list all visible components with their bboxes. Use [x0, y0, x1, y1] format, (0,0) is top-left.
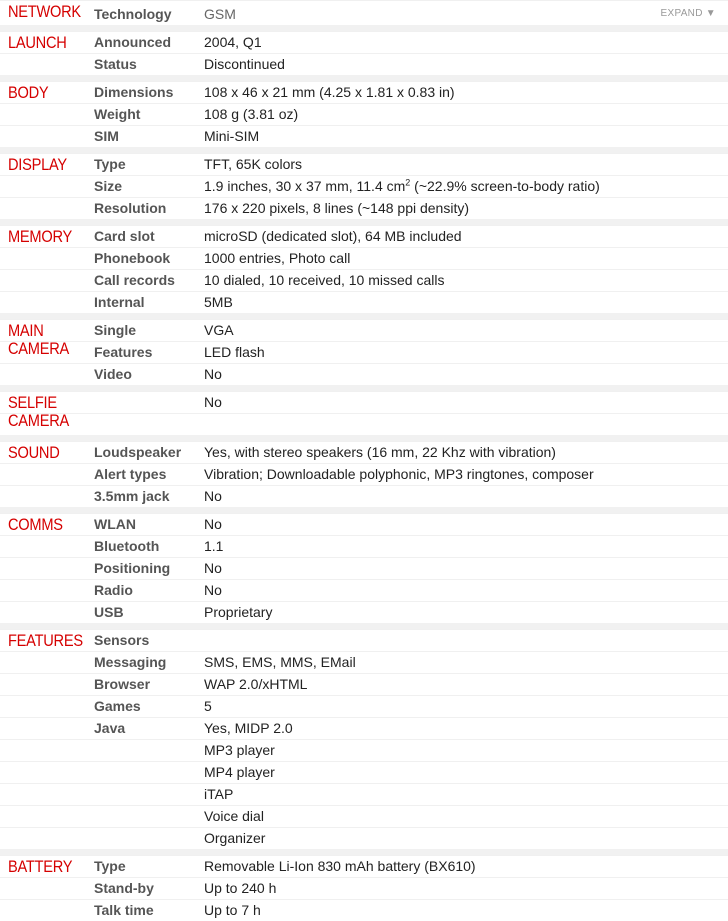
spec-label: Radio	[94, 582, 133, 598]
spec-value: Proprietary	[204, 604, 273, 620]
spec-row	[0, 291, 728, 313]
spec-row	[0, 899, 728, 921]
spec-row	[0, 855, 728, 877]
spec-row	[0, 535, 728, 557]
spec-label: Alert types	[94, 466, 167, 482]
spec-value: Yes, MIDP 2.0	[204, 720, 293, 736]
spec-row	[0, 363, 728, 385]
spec-value: Mini-SIM	[204, 128, 260, 144]
spec-value-superscript: 2	[405, 177, 411, 188]
spec-label: Features	[94, 344, 153, 360]
section-launch	[0, 25, 728, 75]
spec-row	[0, 761, 728, 783]
spec-row	[0, 81, 728, 103]
spec-label: Sensors	[94, 632, 150, 648]
section-title: NETWORK	[8, 2, 81, 21]
spec-row	[0, 877, 728, 899]
spec-label: Stand-by	[94, 880, 154, 896]
spec-row	[0, 103, 728, 125]
spec-value: MP4 player	[204, 764, 275, 780]
spec-label: Loudspeaker	[94, 444, 182, 460]
spec-value: 1.1	[204, 538, 224, 554]
spec-value: Up to 7 h	[204, 902, 261, 918]
section-title: MAIN CAMERA	[8, 321, 70, 358]
spec-label: Browser	[94, 676, 151, 692]
spec-value: 1000 entries, Photo call	[204, 250, 351, 266]
spec-row	[0, 269, 728, 291]
spec-row	[0, 463, 728, 485]
spec-value: 108 g (3.81 oz)	[204, 106, 299, 122]
section-title: COMMS	[8, 515, 63, 534]
spec-label: Bluetooth	[94, 538, 160, 554]
spec-row	[0, 717, 728, 739]
spec-value: iTAP	[204, 786, 234, 802]
spec-row	[0, 53, 728, 75]
spec-label: 3.5mm jack	[94, 488, 170, 504]
spec-value: 2004, Q1	[204, 34, 262, 50]
spec-value: No	[204, 582, 222, 598]
spec-label: Technology	[94, 6, 172, 22]
spec-row	[0, 651, 728, 673]
section-title: BODY	[8, 83, 49, 102]
spec-row	[0, 175, 728, 197]
spec-value: No	[204, 516, 222, 532]
spec-row	[0, 413, 728, 435]
section-title: FEATURES	[8, 631, 83, 650]
section-memory	[0, 219, 728, 313]
spec-label: Video	[94, 366, 132, 382]
spec-value: VGA	[204, 322, 234, 338]
section-selfie-camera	[0, 385, 728, 435]
spec-value: Vibration; Downloadable polyphonic, MP3 ringtones, composer	[204, 466, 594, 482]
spec-label: Internal	[94, 294, 145, 310]
spec-value: No	[204, 394, 222, 410]
spec-label: USB	[94, 604, 124, 620]
spec-row	[0, 579, 728, 601]
section-body	[0, 75, 728, 147]
spec-value: 5	[204, 698, 212, 714]
spec-row	[0, 601, 728, 623]
spec-label: Announced	[94, 34, 171, 50]
spec-value: 10 dialed, 10 received, 10 missed calls	[204, 272, 445, 288]
spec-value: Yes, with stereo speakers (16 mm, 22 Khz with vibration)	[204, 444, 556, 460]
spec-row	[0, 391, 728, 413]
spec-label: Single	[94, 322, 137, 338]
section-title: SOUND	[8, 443, 60, 462]
spec-value: Discontinued	[204, 56, 285, 72]
spec-value-suffix: (~22.9% screen-to-body ratio)	[410, 178, 600, 194]
spec-row	[0, 827, 728, 849]
spec-row	[0, 225, 728, 247]
spec-row	[0, 557, 728, 579]
spec-row	[0, 739, 728, 761]
spec-value: 5MB	[204, 294, 233, 310]
spec-value: No	[204, 366, 222, 382]
spec-label: Call records	[94, 272, 175, 288]
spec-value: 108 x 46 x 21 mm (4.25 x 1.81 x 0.83 in)	[204, 84, 455, 100]
spec-label: Messaging	[94, 654, 167, 670]
spec-row	[0, 341, 728, 363]
spec-value: WAP 2.0/xHTML	[204, 676, 308, 692]
spec-row	[0, 31, 728, 53]
spec-label: Resolution	[94, 200, 167, 216]
spec-label: Games	[94, 698, 141, 714]
section-comms	[0, 507, 728, 623]
spec-label: Size	[94, 178, 123, 194]
spec-label: SIM	[94, 128, 119, 144]
spec-label: Positioning	[94, 560, 171, 576]
spec-value-main: 1.9 inches, 30 x 37 mm, 11.4 cm	[204, 178, 406, 194]
spec-value: GSM	[204, 6, 236, 22]
spec-value: LED flash	[204, 344, 265, 360]
spec-value: No	[204, 560, 222, 576]
spec-row	[0, 629, 728, 651]
section-title: LAUNCH	[8, 33, 67, 52]
spec-row	[0, 125, 728, 147]
spec-label: Status	[94, 56, 137, 72]
spec-label: Type	[94, 156, 126, 172]
spec-value	[204, 178, 600, 194]
spec-label: Talk time	[94, 902, 154, 918]
spec-label: Type	[94, 858, 126, 874]
spec-row	[0, 197, 728, 219]
spec-value: MP3 player	[204, 742, 275, 758]
spec-row	[0, 441, 728, 463]
spec-value: Voice dial	[204, 808, 264, 824]
spec-value: microSD (dedicated slot), 64 MB included	[204, 228, 462, 244]
spec-row	[0, 247, 728, 269]
section-title: DISPLAY	[8, 155, 67, 174]
spec-value: Organizer	[204, 830, 266, 846]
spec-row	[0, 485, 728, 507]
spec-value: 176 x 220 pixels, 8 lines (~148 ppi density)	[204, 200, 469, 216]
section-title: SELFIE CAMERA	[8, 393, 70, 430]
section-title: BATTERY	[8, 857, 73, 876]
section-title: MEMORY	[8, 227, 72, 246]
spec-row	[0, 673, 728, 695]
spec-label: Phonebook	[94, 250, 171, 266]
spec-label: Card slot	[94, 228, 155, 244]
spec-row	[0, 695, 728, 717]
spec-value: No	[204, 488, 222, 504]
spec-label: Dimensions	[94, 84, 174, 100]
section-features	[0, 623, 728, 849]
section-network	[0, 0, 728, 25]
spec-value: Up to 240 h	[204, 880, 277, 896]
spec-value: TFT, 65K colors	[204, 156, 303, 172]
spec-row	[0, 153, 728, 175]
spec-row	[0, 805, 728, 827]
expand-button[interactable]: EXPAND ▼	[660, 8, 716, 19]
spec-value: Removable Li-Ion 830 mAh battery (BX610)	[204, 858, 476, 874]
spec-row	[0, 783, 728, 805]
spec-label: WLAN	[94, 516, 136, 532]
section-main-camera	[0, 313, 728, 385]
spec-label: Java	[94, 720, 126, 736]
section-sound	[0, 435, 728, 507]
spec-value: SMS, EMS, MMS, EMail	[204, 654, 356, 670]
spec-label: Weight	[94, 106, 141, 122]
spec-row	[0, 513, 728, 535]
section-display	[0, 147, 728, 219]
section-battery	[0, 849, 728, 921]
spec-row	[0, 0, 728, 25]
spec-row	[0, 319, 728, 341]
